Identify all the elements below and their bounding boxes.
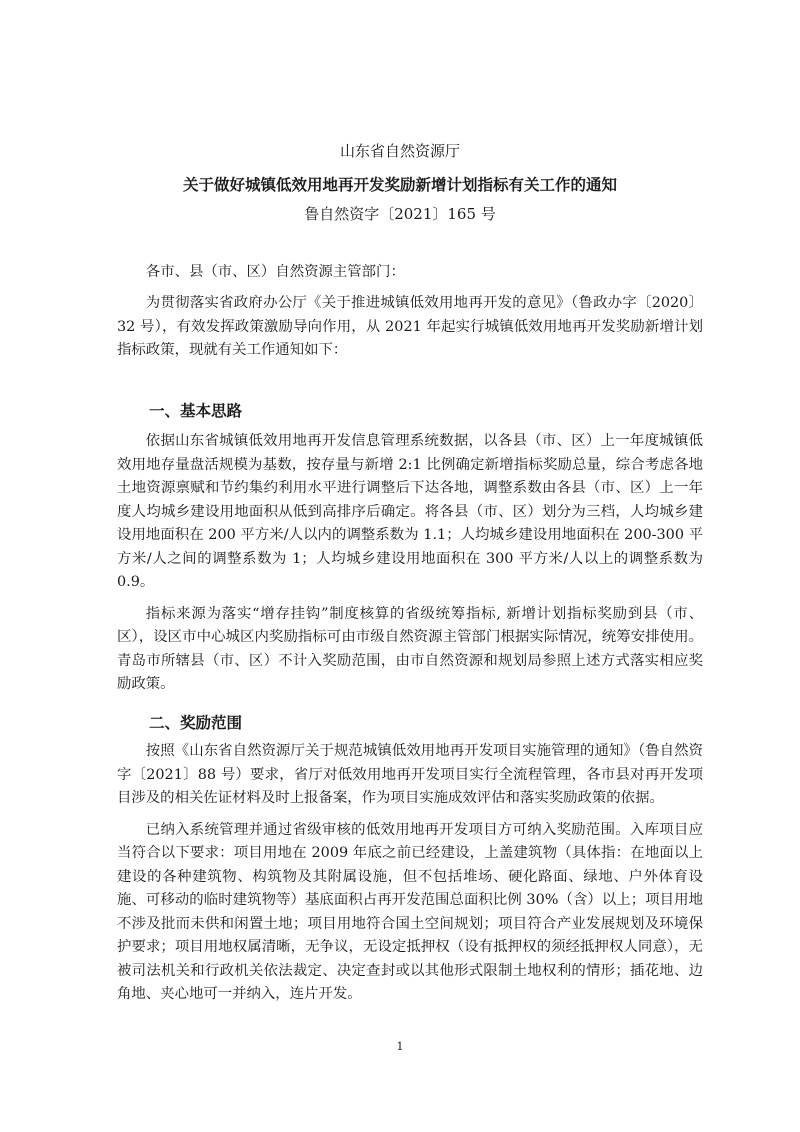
- section-heading-reward-scope: 二、奖励范围: [149, 714, 243, 732]
- issuing-agency: 山东省自然资源厅: [339, 142, 460, 160]
- section-paragraph: 按照《山东省自然资源厅关于规范城镇低效用地再开发项目实施管理的通知》（鲁自然资字〔2021〕88 号）要求，省厅对低效用地再开发项目实行全流程管理，各市县对再开发项目涉及的相关佐证材料及时上报备案，作为项目实施成效评估和落实奖励政策的依据。: [117, 743, 703, 806]
- document-title: 关于做好城镇低效用地再开发奖励新增计划指标有关工作的通知: [182, 176, 617, 194]
- section-heading-basic-approach: 一、基本思路: [149, 402, 243, 420]
- section-body-reward-scope: [117, 740, 703, 1007]
- page-number: 1: [396, 1040, 404, 1053]
- document-number: 鲁自然资字〔2021〕165 号: [304, 205, 496, 223]
- salutation: 各市、县（市、区）自然资源主管部门：: [145, 264, 405, 280]
- section-paragraph: 依据山东省城镇低效用地再开发信息管理系统数据，以各县（市、区）上一年度城镇低效用地存量盘活规模为基数，按存量与新增 2:1 比例确定新增指标奖励总量，综合考虑各地土地资源禀赋和节约集约利用水平进行调整后下达各地，调整系数由各县（市、区）上一年度人均城乡建设用地面积从低到高排序后确定。将各县（市、区）划分为三档，人均城乡建设用地面积在 200 平方米/人以内的调整系数为 1.1；人均城乡建设用地面积在 200-300 平方米/人之间的调整系数为 1；人均城乡建设用地面积在 300 平方米/人以上的调整系数为 0.9。: [117, 433, 703, 590]
- section-body-basic-approach: [117, 430, 703, 697]
- section-paragraph: 已纳入系统管理并通过省级审核的低效用地再开发项目方可纳入奖励范围。入库项目应当符合以下要求：项目用地在 2009 年底之前已经建设，上盖建筑物（具体指：在地面以上建设的各种建筑物、构筑物及其附属设施，但不包括堆场、硬化路面、绿地、户外体育设施、可移动的临时建筑物等）基底面积占再开发范围总面积比例 30%（含）以上；项目用地不涉及批而未供和闲置土地；项目用地符合国土空间规划；项目符合产业发展规划及环境保护要求；项目用地权属清晰，无争议，无设定抵押权（设有抵押权的须经抵押权人同意），无被司法机关和行政机关依法裁定、决定查封或以其他形式限制土地权利的情形；插花地、边角地、夹心地可一并纳入，连片开发。: [117, 821, 703, 1002]
- section-paragraph: 指标来源为落实“增存挂钩”制度核算的省级统筹指标, 新增计划指标奖励到县（市、区），设区市中心城区内奖励指标可由市级自然资源主管部门根据实际情况，统筹安排使用。青岛市所辖县（市、区）不计入奖励范围，由市自然资源和规划局参照上述方式落实相应奖励政策。: [117, 605, 703, 692]
- intro-paragraph: 为贯彻落实省政府办公厅《关于推进城镇低效用地再开发的意见》（鲁政办字〔2020〕32 号），有效发挥政策激励导向作用，从 2021 年起实行城镇低效用地再开发奖励新增计划指标政策，现就有关工作通知如下：: [117, 295, 703, 358]
- intro-block: [117, 292, 703, 363]
- salutation-block: [117, 261, 703, 285]
